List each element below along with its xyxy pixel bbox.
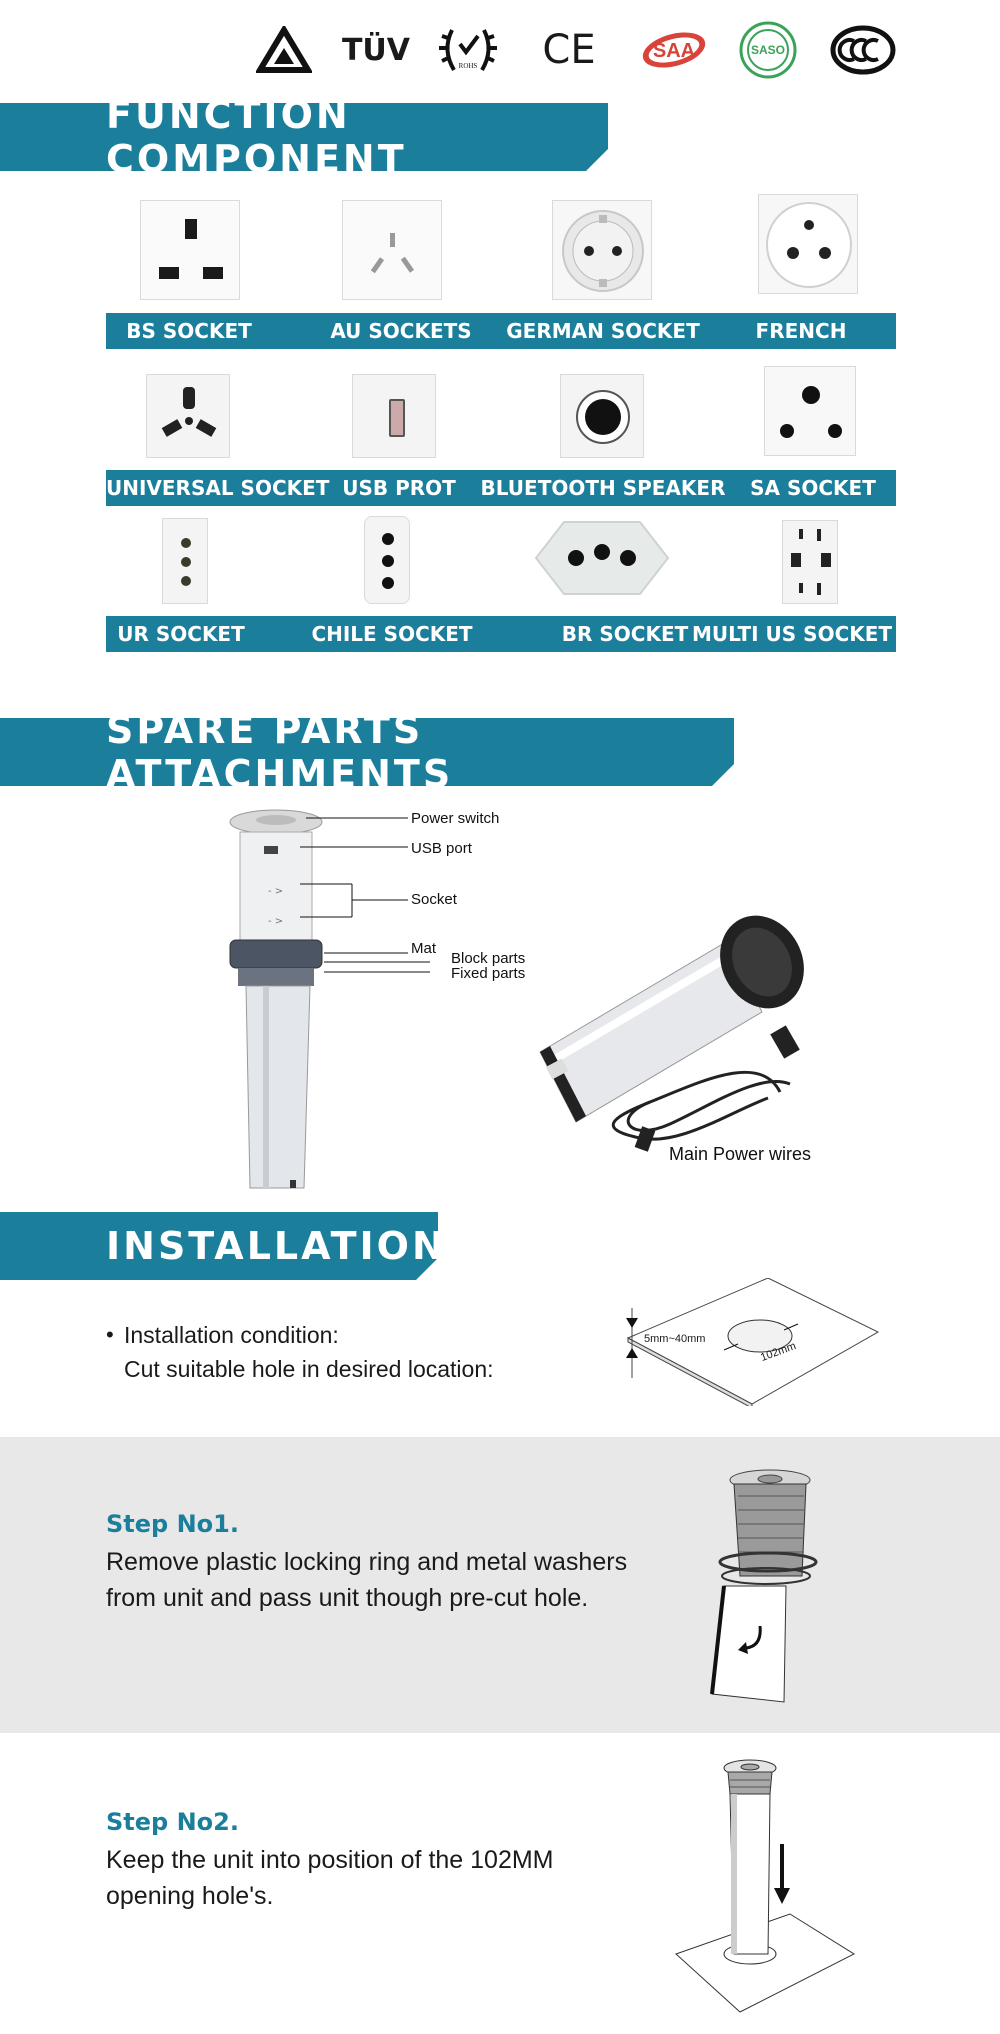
br-socket-image (534, 518, 670, 598)
installation-condition-line1: Installation condition: (124, 1322, 339, 1348)
tuv-logo: TÜV (341, 32, 411, 68)
chile-socket-image (364, 516, 410, 604)
rohs-laurel-icon (436, 22, 500, 78)
usb-port-image (352, 374, 436, 458)
callout-block-parts: Block parts (451, 950, 526, 967)
au-socket-image (342, 200, 442, 300)
thickness-label: 5mm~40mm (644, 1333, 706, 1345)
label-sa-socket: SA SOCKET (750, 476, 876, 500)
svg-text:- >: - > (268, 886, 284, 897)
socket-label-bar-row3 (106, 616, 896, 652)
diameter-label: 102mm (759, 1340, 798, 1364)
saa-icon (636, 22, 712, 78)
label-german-socket: GERMAN SOCKET (506, 319, 700, 343)
label-multi-us-socket: MULTI US SOCKET (691, 622, 893, 646)
step2-line1: Keep the unit into position of the 102MM (106, 1846, 554, 1874)
step2-line2: opening hole's. (106, 1882, 274, 1910)
svg-text:ROHS: ROHS (458, 62, 478, 70)
callout-mat: Mat (411, 940, 437, 957)
bs-socket-image (140, 200, 240, 300)
multi-us-socket-image (782, 520, 838, 604)
socket-label-bar-row1 (106, 313, 896, 349)
label-bs-socket: BS SOCKET (126, 319, 252, 343)
label-chile-socket: CHILE SOCKET (311, 622, 473, 646)
ccc-icon (828, 22, 898, 78)
german-socket-image (552, 200, 652, 300)
label-french: FRENCH (755, 319, 847, 343)
label-usb-prot: USB PROT (342, 476, 456, 500)
callout-socket: Socket (411, 891, 457, 908)
step2-title: Step No2. (106, 1808, 239, 1836)
bullet-dot: • (106, 1322, 114, 1347)
installation-banner: INSTALLATION (0, 1212, 438, 1280)
function-component-banner: FUNCTION COMPONENT (0, 103, 608, 171)
step1-line1: Remove plastic locking ring and metal washers (106, 1548, 628, 1576)
universal-socket-image (146, 374, 230, 458)
spare-parts-banner: SPARE PARTS ATTACHMENTS (0, 718, 734, 786)
unit-with-power-cord-image (530, 902, 830, 1170)
sa-socket-image (764, 366, 856, 456)
label-bluetooth-speaker: BLUETOOTH SPEAKER (480, 476, 726, 500)
main-power-wires-label: Main Power wires (669, 1144, 812, 1164)
step1-illustration (700, 1466, 820, 1706)
callout-power-switch: Power switch (411, 810, 500, 827)
ce-logo: CE (542, 27, 596, 73)
step1-title: Step No1. (106, 1510, 239, 1538)
callout-usb-port: USB port (411, 840, 472, 857)
label-br-socket: BR SOCKET (561, 622, 689, 646)
label-ur-socket: UR SOCKET (117, 622, 245, 646)
svg-text:- >: - > (268, 916, 284, 927)
saso-icon (736, 22, 800, 78)
callout-fixed-parts: Fixed parts (451, 965, 526, 982)
label-universal-socket: UNIVERSAL SOCKET (106, 476, 330, 500)
ur-socket-image (162, 518, 208, 604)
label-au-sockets: AU SOCKETS (330, 319, 472, 343)
step2-illustration (670, 1754, 860, 2014)
svg-text:SASO: SASO (750, 43, 786, 57)
socket-label-bar-row2 (106, 470, 896, 506)
triangle-cert-icon (254, 22, 314, 78)
bluetooth-speaker-image (560, 374, 644, 458)
step1-line2: from unit and pass unit though pre-cut hole. (106, 1584, 589, 1612)
french-socket-image (758, 194, 858, 294)
svg-text:SAA: SAA (652, 40, 696, 62)
installation-condition-line2: Cut suitable hole in desired location: (124, 1356, 494, 1382)
